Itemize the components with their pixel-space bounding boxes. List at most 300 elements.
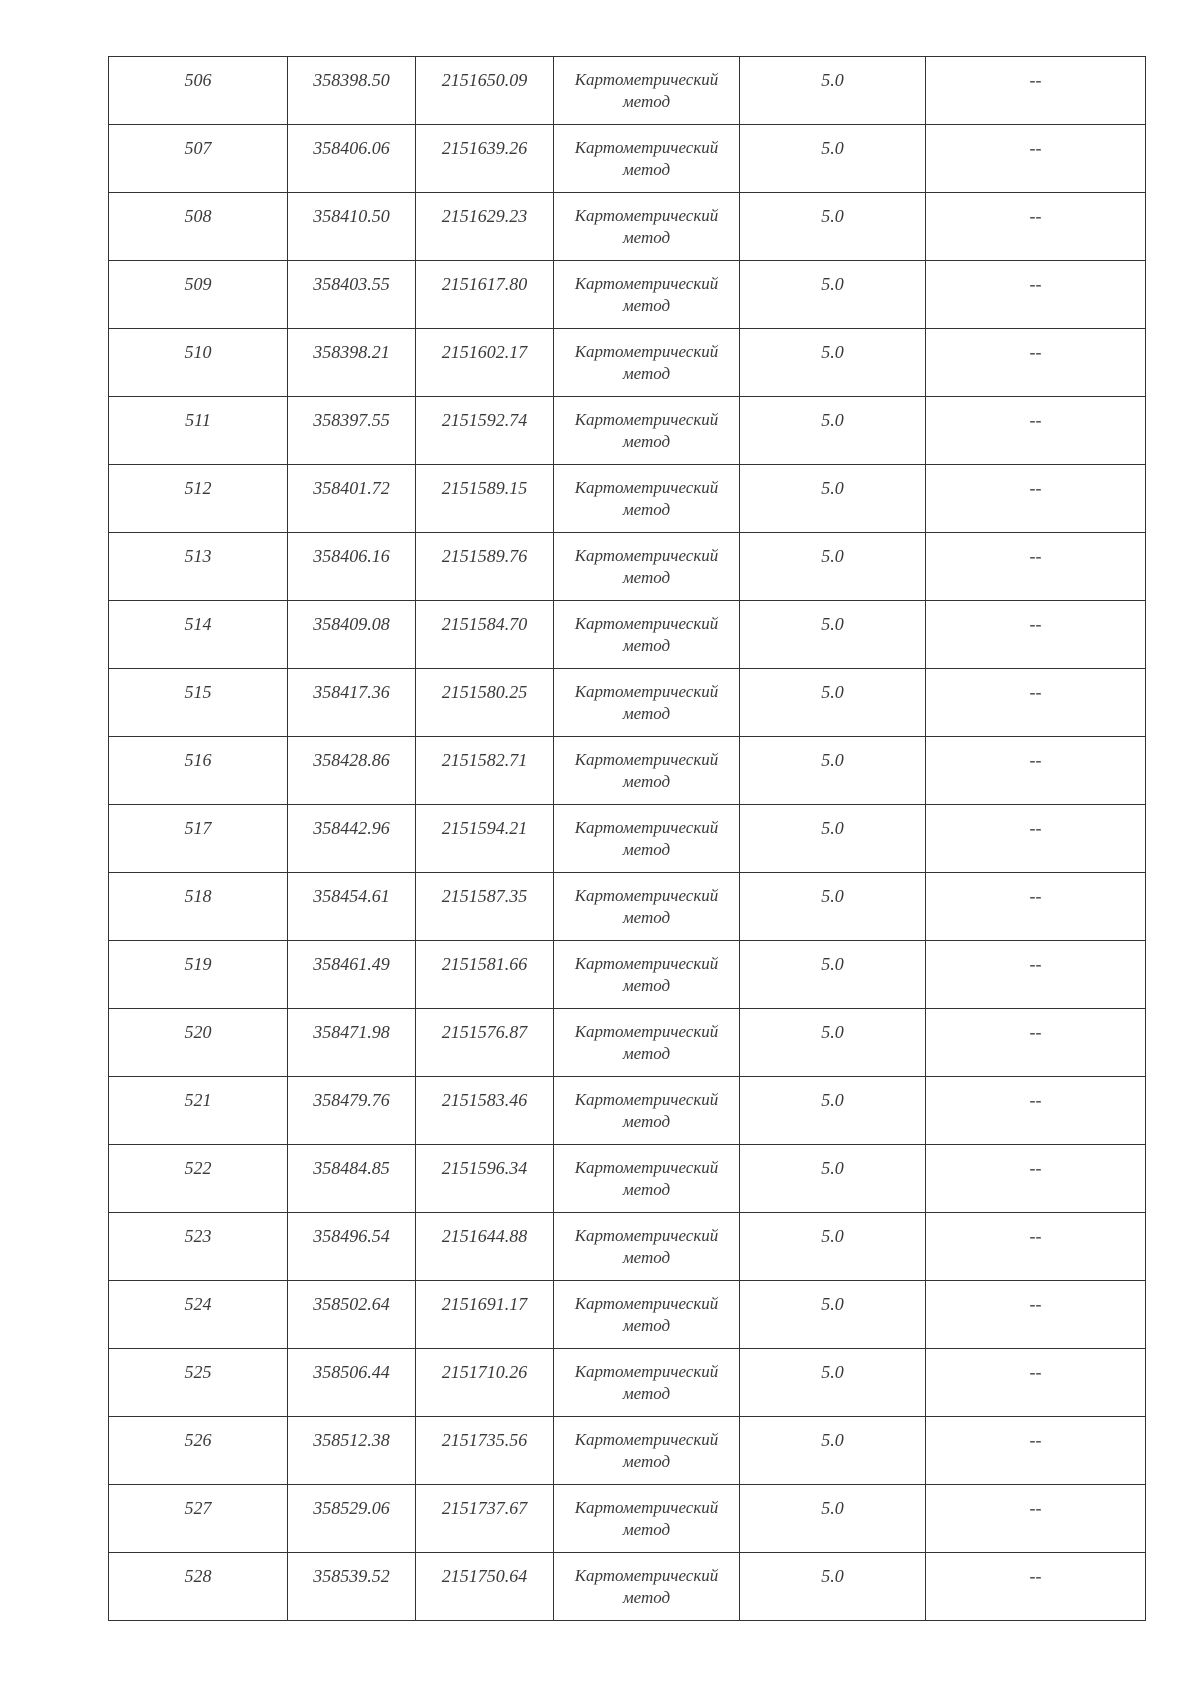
method-cell — [554, 1485, 740, 1553]
table-row — [109, 601, 1146, 669]
y-coordinate-cell — [416, 1145, 554, 1213]
table-row — [109, 1485, 1146, 1553]
x-coordinate-cell-value: 358406.16 — [313, 546, 390, 566]
accuracy-cell-value: 5.0 — [821, 1566, 844, 1586]
y-coordinate-cell-value: 2151594.21 — [441, 818, 528, 838]
accuracy-cell — [740, 397, 926, 465]
table-row — [109, 397, 1146, 465]
point-number-cell-value: 523 — [184, 1226, 212, 1246]
method-cell-value: Картометрический метод — [574, 1022, 719, 1063]
point-number-cell-value: 518 — [184, 886, 212, 906]
method-cell-value: Картометрический метод — [574, 138, 719, 179]
accuracy-cell — [740, 873, 926, 941]
table-row — [109, 329, 1146, 397]
method-cell — [554, 601, 740, 669]
y-coordinate-cell — [416, 1553, 554, 1621]
x-coordinate-cell — [288, 737, 416, 805]
y-coordinate-cell — [416, 601, 554, 669]
y-coordinate-cell-value: 2151691.17 — [441, 1294, 528, 1314]
accuracy-cell-value: 5.0 — [821, 1430, 844, 1450]
point-number-cell — [109, 1553, 288, 1621]
method-cell-value: Картометрический метод — [574, 1430, 719, 1471]
y-coordinate-cell-value: 2151644.88 — [441, 1226, 528, 1246]
x-coordinate-cell — [288, 261, 416, 329]
table-row — [109, 1009, 1146, 1077]
y-coordinate-cell — [416, 125, 554, 193]
point-number-cell — [109, 397, 288, 465]
method-cell — [554, 193, 740, 261]
method-cell — [554, 261, 740, 329]
note-cell-value: -- — [1029, 818, 1042, 838]
y-coordinate-cell — [416, 261, 554, 329]
note-cell — [926, 1009, 1146, 1077]
method-cell-value: Картометрический метод — [574, 818, 719, 859]
method-cell — [554, 941, 740, 1009]
accuracy-cell — [740, 737, 926, 805]
y-coordinate-cell — [416, 669, 554, 737]
x-coordinate-cell — [288, 125, 416, 193]
table-row — [109, 57, 1146, 125]
y-coordinate-cell-value: 2151750.64 — [441, 1566, 528, 1586]
method-cell — [554, 125, 740, 193]
x-coordinate-cell-value: 358539.52 — [313, 1566, 390, 1586]
x-coordinate-cell-value: 358397.55 — [313, 410, 390, 430]
method-cell-value: Картометрический метод — [574, 1362, 719, 1403]
y-coordinate-cell — [416, 1009, 554, 1077]
point-number-cell-value: 506 — [184, 70, 212, 90]
note-cell — [926, 1145, 1146, 1213]
point-number-cell-value: 524 — [184, 1294, 212, 1314]
coordinates-table — [108, 56, 1146, 1621]
note-cell — [926, 125, 1146, 193]
method-cell — [554, 1009, 740, 1077]
note-cell-value: -- — [1029, 750, 1042, 770]
accuracy-cell-value: 5.0 — [821, 1090, 844, 1110]
table-row — [109, 193, 1146, 261]
accuracy-cell — [740, 57, 926, 125]
point-number-cell-value: 513 — [184, 546, 212, 566]
note-cell-value: -- — [1029, 954, 1042, 974]
accuracy-cell — [740, 261, 926, 329]
x-coordinate-cell — [288, 873, 416, 941]
accuracy-cell-value: 5.0 — [821, 954, 844, 974]
accuracy-cell-value: 5.0 — [821, 410, 844, 430]
y-coordinate-cell-value: 2151602.17 — [441, 342, 528, 362]
y-coordinate-cell — [416, 1213, 554, 1281]
note-cell — [926, 465, 1146, 533]
method-cell-value: Картометрический метод — [574, 954, 719, 995]
y-coordinate-cell-value: 2151576.87 — [441, 1022, 528, 1042]
method-cell — [554, 533, 740, 601]
point-number-cell — [109, 1213, 288, 1281]
accuracy-cell — [740, 125, 926, 193]
method-cell-value: Картометрический метод — [574, 478, 719, 519]
x-coordinate-cell — [288, 1281, 416, 1349]
x-coordinate-cell — [288, 1009, 416, 1077]
point-number-cell-value: 522 — [184, 1158, 212, 1178]
method-cell — [554, 669, 740, 737]
table-row — [109, 1145, 1146, 1213]
method-cell — [554, 737, 740, 805]
x-coordinate-cell — [288, 1417, 416, 1485]
accuracy-cell-value: 5.0 — [821, 750, 844, 770]
accuracy-cell-value: 5.0 — [821, 138, 844, 158]
note-cell — [926, 57, 1146, 125]
accuracy-cell-value: 5.0 — [821, 546, 844, 566]
x-coordinate-cell — [288, 1553, 416, 1621]
method-cell-value: Картометрический метод — [574, 546, 719, 587]
x-coordinate-cell-value: 358461.49 — [313, 954, 390, 974]
x-coordinate-cell — [288, 1145, 416, 1213]
point-number-cell — [109, 1485, 288, 1553]
x-coordinate-cell-value: 358401.72 — [313, 478, 390, 498]
accuracy-cell-value: 5.0 — [821, 1362, 844, 1382]
x-coordinate-cell-value: 358454.61 — [313, 886, 390, 906]
x-coordinate-cell-value: 358496.54 — [313, 1226, 390, 1246]
note-cell — [926, 1485, 1146, 1553]
note-cell — [926, 1213, 1146, 1281]
method-cell — [554, 329, 740, 397]
note-cell — [926, 329, 1146, 397]
note-cell-value: -- — [1029, 614, 1042, 634]
note-cell — [926, 737, 1146, 805]
accuracy-cell — [740, 533, 926, 601]
note-cell-value: -- — [1029, 1498, 1042, 1518]
x-coordinate-cell — [288, 465, 416, 533]
point-number-cell-value: 512 — [184, 478, 212, 498]
y-coordinate-cell-value: 2151596.34 — [441, 1158, 528, 1178]
note-cell-value: -- — [1029, 1294, 1042, 1314]
y-coordinate-cell — [416, 465, 554, 533]
x-coordinate-cell-value: 358442.96 — [313, 818, 390, 838]
x-coordinate-cell-value: 358529.06 — [313, 1498, 390, 1518]
x-coordinate-cell — [288, 1213, 416, 1281]
point-number-cell — [109, 465, 288, 533]
x-coordinate-cell-value: 358410.50 — [313, 206, 390, 226]
accuracy-cell-value: 5.0 — [821, 1022, 844, 1042]
x-coordinate-cell-value: 358403.55 — [313, 274, 390, 294]
x-coordinate-cell — [288, 533, 416, 601]
table-row — [109, 941, 1146, 1009]
method-cell — [554, 1553, 740, 1621]
y-coordinate-cell — [416, 873, 554, 941]
accuracy-cell — [740, 1553, 926, 1621]
note-cell — [926, 1281, 1146, 1349]
y-coordinate-cell — [416, 57, 554, 125]
x-coordinate-cell — [288, 57, 416, 125]
note-cell-value: -- — [1029, 1430, 1042, 1450]
table-row — [109, 1281, 1146, 1349]
point-number-cell-value: 516 — [184, 750, 212, 770]
y-coordinate-cell — [416, 1077, 554, 1145]
point-number-cell-value: 511 — [185, 410, 211, 430]
table-row — [109, 805, 1146, 873]
method-cell-value: Картометрический метод — [574, 1090, 719, 1131]
x-coordinate-cell — [288, 1077, 416, 1145]
point-number-cell-value: 509 — [184, 274, 212, 294]
y-coordinate-cell — [416, 1349, 554, 1417]
method-cell — [554, 397, 740, 465]
point-number-cell — [109, 57, 288, 125]
point-number-cell — [109, 805, 288, 873]
method-cell-value: Картометрический метод — [574, 274, 719, 315]
method-cell — [554, 1077, 740, 1145]
point-number-cell — [109, 1145, 288, 1213]
y-coordinate-cell-value: 2151584.70 — [441, 614, 528, 634]
x-coordinate-cell — [288, 329, 416, 397]
note-cell — [926, 805, 1146, 873]
y-coordinate-cell-value: 2151589.76 — [441, 546, 528, 566]
table-row — [109, 1349, 1146, 1417]
method-cell — [554, 805, 740, 873]
method-cell — [554, 1145, 740, 1213]
accuracy-cell-value: 5.0 — [821, 1226, 844, 1246]
y-coordinate-cell-value: 2151582.71 — [441, 750, 528, 770]
note-cell-value: -- — [1029, 206, 1042, 226]
table-row — [109, 533, 1146, 601]
note-cell-value: -- — [1029, 1022, 1042, 1042]
accuracy-cell — [740, 669, 926, 737]
accuracy-cell — [740, 193, 926, 261]
point-number-cell-value: 519 — [184, 954, 212, 974]
point-number-cell — [109, 329, 288, 397]
accuracy-cell — [740, 601, 926, 669]
y-coordinate-cell-value: 2151587.35 — [441, 886, 528, 906]
y-coordinate-cell-value: 2151735.56 — [441, 1430, 528, 1450]
y-coordinate-cell — [416, 941, 554, 1009]
note-cell — [926, 941, 1146, 1009]
accuracy-cell — [740, 1145, 926, 1213]
note-cell — [926, 193, 1146, 261]
accuracy-cell — [740, 1009, 926, 1077]
y-coordinate-cell — [416, 397, 554, 465]
table-row — [109, 1417, 1146, 1485]
table-row — [109, 737, 1146, 805]
point-number-cell-value: 515 — [184, 682, 212, 702]
y-coordinate-cell-value: 2151650.09 — [441, 70, 528, 90]
y-coordinate-cell-value: 2151639.26 — [441, 138, 528, 158]
y-coordinate-cell-value: 2151710.26 — [441, 1362, 528, 1382]
y-coordinate-cell — [416, 805, 554, 873]
accuracy-cell-value: 5.0 — [821, 342, 844, 362]
y-coordinate-cell — [416, 329, 554, 397]
table-row — [109, 261, 1146, 329]
x-coordinate-cell-value: 358428.86 — [313, 750, 390, 770]
note-cell — [926, 1349, 1146, 1417]
note-cell-value: -- — [1029, 274, 1042, 294]
y-coordinate-cell-value: 2151583.46 — [441, 1090, 528, 1110]
x-coordinate-cell — [288, 941, 416, 1009]
method-cell-value: Картометрический метод — [574, 1158, 719, 1199]
x-coordinate-cell-value: 358512.38 — [313, 1430, 390, 1450]
point-number-cell-value: 525 — [184, 1362, 212, 1382]
note-cell-value: -- — [1029, 1566, 1042, 1586]
point-number-cell — [109, 1349, 288, 1417]
accuracy-cell — [740, 1349, 926, 1417]
y-coordinate-cell — [416, 1485, 554, 1553]
method-cell — [554, 57, 740, 125]
note-cell-value: -- — [1029, 410, 1042, 430]
point-number-cell — [109, 261, 288, 329]
note-cell — [926, 669, 1146, 737]
point-number-cell-value: 527 — [184, 1498, 212, 1518]
point-number-cell-value: 517 — [184, 818, 212, 838]
method-cell — [554, 1349, 740, 1417]
y-coordinate-cell-value: 2151589.15 — [441, 478, 528, 498]
note-cell-value: -- — [1029, 886, 1042, 906]
point-number-cell — [109, 193, 288, 261]
x-coordinate-cell — [288, 193, 416, 261]
note-cell — [926, 1417, 1146, 1485]
point-number-cell — [109, 873, 288, 941]
y-coordinate-cell-value: 2151580.25 — [441, 682, 528, 702]
x-coordinate-cell — [288, 397, 416, 465]
table-row — [109, 873, 1146, 941]
note-cell — [926, 1077, 1146, 1145]
x-coordinate-cell-value: 358479.76 — [313, 1090, 390, 1110]
point-number-cell-value: 521 — [184, 1090, 212, 1110]
note-cell-value: -- — [1029, 1362, 1042, 1382]
x-coordinate-cell-value: 358417.36 — [313, 682, 390, 702]
method-cell — [554, 1417, 740, 1485]
method-cell-value: Картометрический метод — [574, 410, 719, 451]
accuracy-cell — [740, 1077, 926, 1145]
accuracy-cell-value: 5.0 — [821, 70, 844, 90]
y-coordinate-cell — [416, 737, 554, 805]
note-cell — [926, 533, 1146, 601]
point-number-cell — [109, 941, 288, 1009]
point-number-cell-value: 510 — [184, 342, 212, 362]
x-coordinate-cell — [288, 601, 416, 669]
method-cell-value: Картометрический метод — [574, 682, 719, 723]
point-number-cell — [109, 669, 288, 737]
note-cell — [926, 1553, 1146, 1621]
note-cell-value: -- — [1029, 546, 1042, 566]
y-coordinate-cell-value: 2151617.80 — [441, 274, 528, 294]
x-coordinate-cell-value: 358471.98 — [313, 1022, 390, 1042]
note-cell-value: -- — [1029, 342, 1042, 362]
point-number-cell — [109, 1281, 288, 1349]
method-cell — [554, 465, 740, 533]
table-row — [109, 125, 1146, 193]
accuracy-cell — [740, 1417, 926, 1485]
y-coordinate-cell-value: 2151581.66 — [441, 954, 528, 974]
point-number-cell-value: 508 — [184, 206, 212, 226]
accuracy-cell — [740, 465, 926, 533]
point-number-cell-value: 528 — [184, 1566, 212, 1586]
y-coordinate-cell — [416, 1281, 554, 1349]
table-row — [109, 669, 1146, 737]
x-coordinate-cell — [288, 669, 416, 737]
x-coordinate-cell-value: 358409.08 — [313, 614, 390, 634]
accuracy-cell — [740, 1281, 926, 1349]
coordinates-table-body — [109, 57, 1146, 1621]
y-coordinate-cell-value: 2151737.67 — [441, 1498, 528, 1518]
accuracy-cell-value: 5.0 — [821, 1158, 844, 1178]
accuracy-cell-value: 5.0 — [821, 682, 844, 702]
point-number-cell-value: 507 — [184, 138, 212, 158]
point-number-cell-value: 514 — [184, 614, 212, 634]
x-coordinate-cell-value: 358506.44 — [313, 1362, 390, 1382]
point-number-cell — [109, 125, 288, 193]
table-row — [109, 465, 1146, 533]
point-number-cell — [109, 1009, 288, 1077]
point-number-cell — [109, 1077, 288, 1145]
x-coordinate-cell — [288, 1349, 416, 1417]
method-cell-value: Картометрический метод — [574, 1226, 719, 1267]
point-number-cell-value: 520 — [184, 1022, 212, 1042]
note-cell-value: -- — [1029, 478, 1042, 498]
table-row — [109, 1077, 1146, 1145]
method-cell — [554, 873, 740, 941]
x-coordinate-cell-value: 358406.06 — [313, 138, 390, 158]
x-coordinate-cell — [288, 1485, 416, 1553]
accuracy-cell-value: 5.0 — [821, 206, 844, 226]
method-cell-value: Картометрический метод — [574, 1566, 719, 1607]
accuracy-cell-value: 5.0 — [821, 614, 844, 634]
y-coordinate-cell-value: 2151592.74 — [441, 410, 528, 430]
accuracy-cell-value: 5.0 — [821, 886, 844, 906]
point-number-cell — [109, 601, 288, 669]
note-cell-value: -- — [1029, 682, 1042, 702]
point-number-cell — [109, 737, 288, 805]
method-cell-value: Картометрический метод — [574, 886, 719, 927]
table-row — [109, 1553, 1146, 1621]
point-number-cell-value: 526 — [184, 1430, 212, 1450]
method-cell-value: Картометрический метод — [574, 614, 719, 655]
method-cell — [554, 1281, 740, 1349]
method-cell-value: Картометрический метод — [574, 206, 719, 247]
method-cell — [554, 1213, 740, 1281]
accuracy-cell-value: 5.0 — [821, 818, 844, 838]
accuracy-cell-value: 5.0 — [821, 1498, 844, 1518]
accuracy-cell — [740, 1485, 926, 1553]
accuracy-cell — [740, 941, 926, 1009]
accuracy-cell — [740, 1213, 926, 1281]
x-coordinate-cell-value: 358398.21 — [313, 342, 390, 362]
note-cell — [926, 397, 1146, 465]
method-cell-value: Картометрический метод — [574, 750, 719, 791]
accuracy-cell — [740, 329, 926, 397]
x-coordinate-cell-value: 358502.64 — [313, 1294, 390, 1314]
x-coordinate-cell — [288, 805, 416, 873]
note-cell — [926, 601, 1146, 669]
table-row — [109, 1213, 1146, 1281]
note-cell — [926, 873, 1146, 941]
method-cell-value: Картометрический метод — [574, 1498, 719, 1539]
y-coordinate-cell — [416, 1417, 554, 1485]
x-coordinate-cell-value: 358398.50 — [313, 70, 390, 90]
note-cell-value: -- — [1029, 1090, 1042, 1110]
note-cell-value: -- — [1029, 1226, 1042, 1246]
note-cell-value: -- — [1029, 70, 1042, 90]
method-cell-value: Картометрический метод — [574, 1294, 719, 1335]
x-coordinate-cell-value: 358484.85 — [313, 1158, 390, 1178]
accuracy-cell-value: 5.0 — [821, 1294, 844, 1314]
accuracy-cell-value: 5.0 — [821, 478, 844, 498]
method-cell-value: Картометрический метод — [574, 70, 719, 111]
y-coordinate-cell — [416, 533, 554, 601]
point-number-cell — [109, 533, 288, 601]
y-coordinate-cell-value: 2151629.23 — [441, 206, 528, 226]
accuracy-cell — [740, 805, 926, 873]
note-cell-value: -- — [1029, 138, 1042, 158]
method-cell-value: Картометрический метод — [574, 342, 719, 383]
point-number-cell — [109, 1417, 288, 1485]
y-coordinate-cell — [416, 193, 554, 261]
note-cell — [926, 261, 1146, 329]
accuracy-cell-value: 5.0 — [821, 274, 844, 294]
